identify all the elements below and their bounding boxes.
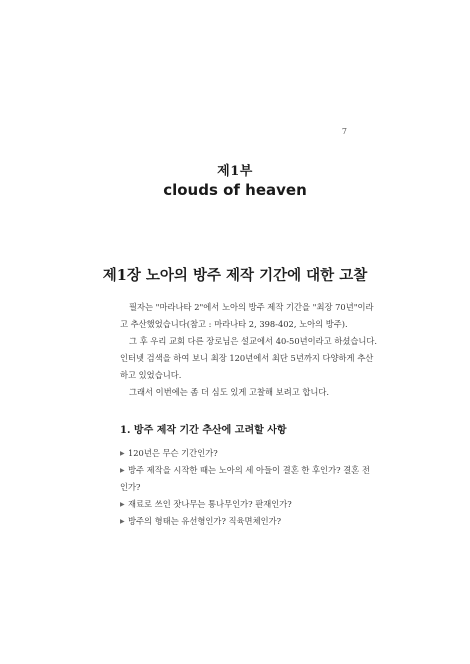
paragraph-line: 그 후 우리 교회 다른 장로님은 설교에서 40-50년이라고 하셨습니다. [129,336,378,346]
triangle-bullet-icon: ▶ [120,501,125,508]
part-label: 제1부 [217,164,253,179]
page-number: 7 [341,127,347,136]
bullet-continuation [120,479,360,496]
part-subtitle: clouds of heaven [163,181,307,199]
triangle-bullet-icon: ▶ [120,450,125,457]
bullet-item [120,496,360,513]
bullet-item [120,462,370,479]
triangle-bullet-icon: ▶ [120,467,125,474]
bullet-text: 방주의 형태는 유선형인가? 직육면체인가? [128,516,282,526]
bullet-text: 인가? [120,482,141,492]
bullet-text: 재료로 쓰인 잣나무는 통나무인가? 판재인가? [128,499,292,509]
intro-paragraph [120,299,378,401]
bullet-item [120,513,360,530]
bullet-text: 방주 제작을 시작한 때는 노아의 세 아들이 결혼 한 후인가? 결혼 전 [128,465,370,475]
bullet-list [120,445,370,530]
bullet-text: 120년은 무슨 기간인가? [128,448,218,458]
section-heading: 1. 방주 제작 기간 추산에 고려할 사항 [120,425,287,436]
paragraph-line: 하고 있었습니다. [120,370,182,380]
bullet-item [120,445,360,462]
chapter-title: 제1장 노아의 방주 제작 기간에 대한 고찰 [102,267,368,284]
paragraph-line: 인터넷 검색을 하여 보니 최장 120년에서 최단 5년까지 다양하게 추산 [120,353,374,363]
paragraph-line: 필자는 "마라나타 2"에서 노아의 방주 제작 기간을 "최장 70년"이라 [129,302,374,312]
triangle-bullet-icon: ▶ [120,518,125,525]
paragraph-line: 그래서 이번에는 좀 더 심도 있게 고찰해 보려고 합니다. [129,387,330,397]
paragraph-line: 고 추산했었습니다(참고 : 마라나타 2, 398-402, 노아의 방주). [120,319,348,329]
